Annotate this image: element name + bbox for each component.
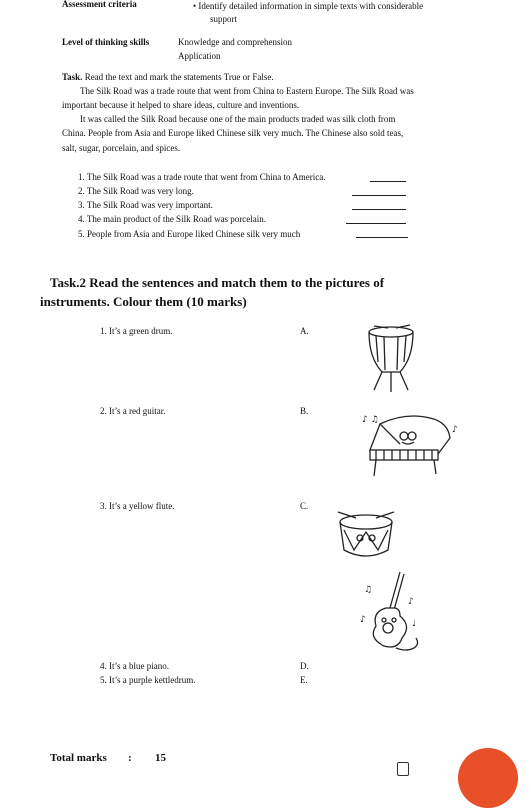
assessment-criteria-value-cont: support: [210, 14, 237, 24]
letter-b: B.: [300, 406, 309, 416]
total-marks-colon: :: [128, 752, 132, 764]
sentence-1: 1. It’s a green drum.: [100, 326, 173, 336]
answer-blank-2[interactable]: [352, 195, 406, 196]
letter-d: D.: [300, 661, 309, 671]
task1-para2-line2: China. People from Asia and Europe liked Chinese silk very much. The Chinese also sold teas,: [62, 128, 404, 138]
statement-4: 4. The main product of the Silk Road was porcelain.: [78, 214, 267, 224]
letter-c: C.: [300, 501, 309, 511]
thinking-skills-label: Level of thinking skills: [62, 37, 150, 47]
total-marks-label: Total marks: [50, 752, 107, 764]
drum-picture: [334, 510, 398, 566]
statement-2: 2. The Silk Road was very long.: [78, 186, 194, 196]
guitar-picture: [356, 568, 426, 654]
svg-text:♫: ♫: [364, 585, 373, 595]
svg-text:♪: ♪: [408, 597, 414, 607]
sentence-5: 5. It’s a purple kettledrum.: [100, 675, 196, 685]
assessment-criteria-value: • Identify detailed information in simple texts with considerable: [193, 1, 424, 11]
thinking-skills-value-cont: Application: [178, 51, 221, 61]
assessment-criteria-label: Assessment criteria: [62, 0, 137, 9]
statement-3: 3. The Silk Road was very important.: [78, 200, 213, 210]
task1-para1-line1: The Silk Road was a trade route that went from China to Eastern Europe. The Silk Road was: [80, 86, 414, 96]
copy-icon[interactable]: [397, 762, 409, 776]
svg-text:♩: ♩: [412, 619, 417, 629]
answer-blank-4[interactable]: [346, 223, 406, 224]
statement-1: 1. The Silk Road was a trade route that went from China to America.: [78, 172, 326, 182]
task1-instruction: Read the text and mark the statements True or False.: [82, 72, 274, 82]
svg-text:♪: ♪: [452, 425, 458, 435]
task1-para1-line2: important because it helped to share ideas, culture and inventions.: [62, 100, 300, 110]
answer-blank-5[interactable]: [356, 237, 408, 238]
svg-text:♪ ♫: ♪ ♫: [362, 415, 379, 425]
thinking-skills-value: Knowledge and comprehension: [178, 37, 292, 47]
answer-blank-1[interactable]: [370, 181, 406, 182]
task1-para2-line3: salt, sugar, porcelain, and spices.: [62, 143, 181, 153]
total-marks-value: 15: [155, 752, 166, 764]
task2-title-line2: instruments. Colour them (10 marks): [40, 294, 247, 309]
task1-para2-line1: It was called the Silk Road because one of the main products traded was silk cloth from: [80, 114, 396, 124]
sentence-2: 2. It’s a red guitar.: [100, 406, 166, 416]
task1-heading: [62, 70, 274, 84]
sentence-3: 3. It’s a yellow flute.: [100, 501, 175, 511]
statement-5: 5. People from Asia and Europe liked Chinese silk very much: [78, 229, 301, 239]
sentence-4: 4. It’s a blue piano.: [100, 661, 169, 671]
floating-action-button[interactable]: [458, 748, 518, 808]
answer-blank-3[interactable]: [352, 209, 406, 210]
kettledrum-picture: [364, 322, 420, 394]
piano-picture: [360, 410, 460, 480]
task2-title-line1: Task.2 Read the sentences and match them to the pictures of: [50, 275, 385, 290]
letter-e: E.: [300, 675, 308, 685]
task1-title: Task.: [62, 72, 83, 82]
svg-text:♪: ♪: [360, 615, 366, 625]
letter-a: A.: [300, 326, 309, 336]
